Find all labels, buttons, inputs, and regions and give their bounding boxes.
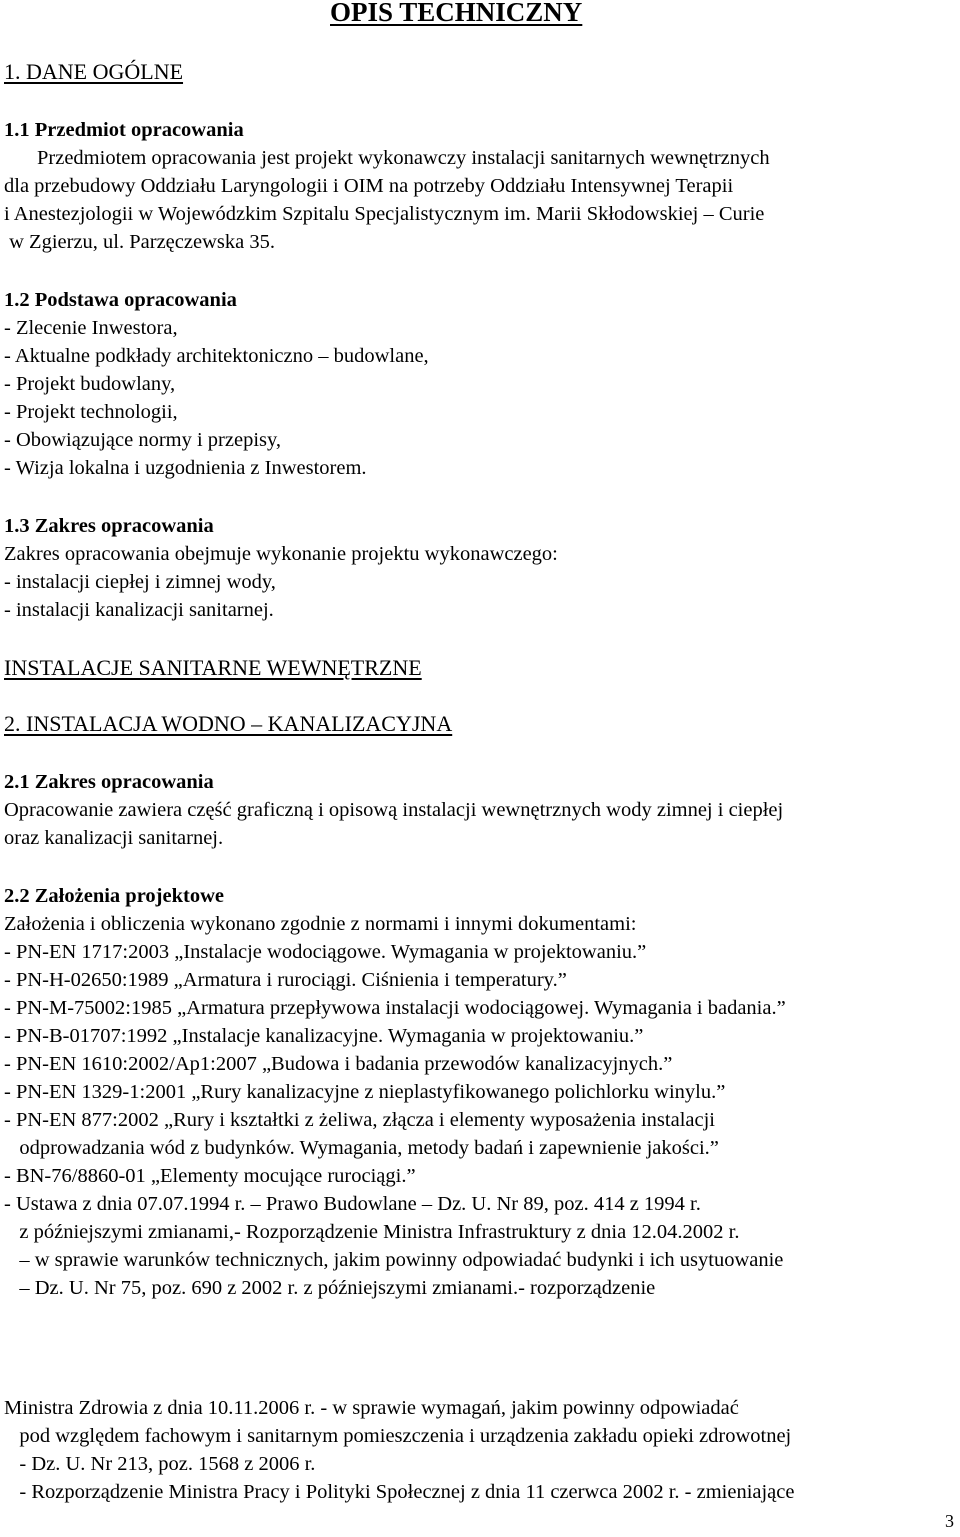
list-item: - PN-EN 1717:2003 „Instalacje wodociągowe. Wymagania w projektowaniu.” [4, 941, 647, 963]
list-item: - PN-EN 1610:2002/Ap1:2007 „Budowa i badania przewodów kanalizacyjnych.” [4, 1053, 673, 1075]
list-item: - Wizja lokalna i uzgodnienia z Inwestorem. [4, 457, 367, 479]
section-heading-2-2: 2.2 Założenia projektowe [4, 885, 224, 907]
list-item-continuation: odprowadzania wód z budynków. Wymagania, metody badań i zapewnienie jakości.” [4, 1137, 719, 1159]
list-item-continuation: – w sprawie warunków technicznych, jakim powinny odpowiadać budynki i ich usytuowanie [4, 1249, 784, 1271]
list-item: - instalacji kanalizacji sanitarnej. [4, 599, 274, 621]
page-number: 3 [945, 1511, 954, 1531]
section-heading-1-3: 1.3 Zakres opracowania [4, 515, 214, 537]
paragraph-line: oraz kanalizacji sanitarnej. [4, 827, 224, 849]
page-title: OPIS TECHNICZNY [330, 0, 583, 27]
section-2-2 [4, 882, 786, 1302]
section-2-1 [4, 768, 783, 852]
list-item: - Projekt technologii, [4, 401, 178, 423]
paragraph-line: - Rozporządzenie Ministra Pracy i Polityki Społecznej z dnia 11 czerwca 2002 r. - zmieniające [4, 1481, 795, 1503]
section-heading-1-2: 1.2 Podstawa opracowania [4, 289, 237, 311]
list-item: - BN-76/8860-01 „Elementy mocujące rurociągi.” [4, 1165, 416, 1187]
list-item: - PN-B-01707:1992 „Instalacje kanalizacyjne. Wymagania w projektowaniu.” [4, 1025, 644, 1047]
paragraph-line: Założenia i obliczenia wykonano zgodnie z normami i innymi dokumentami: [4, 913, 637, 935]
section-1-3 [4, 512, 558, 624]
list-item: - Projekt budowlany, [4, 373, 176, 395]
section-heading-1-1: 1.1 Przedmiot opracowania [4, 119, 244, 141]
paragraph-line: w Zgierzu, ul. Parzęczewska 35. [4, 231, 275, 253]
paragraph-line: Opracowanie zawiera część graficzną i opisową instalacji wewnętrznych wody zimnej i ciepłej [4, 799, 784, 821]
list-item-continuation: z późniejszymi zmianami,- Rozporządzenie Ministra Infrastruktury z dnia 12.04.2002 r. [4, 1221, 740, 1243]
list-item: - instalacji ciepłej i zimnej wody, [4, 571, 276, 593]
list-item: - PN-H-02650:1989 „Armatura i rurociągi. Ciśnienia i temperatury.” [4, 969, 567, 991]
paragraph-line: dla przebudowy Oddziału Laryngologii i OIM na potrzeby Oddziału Intensywnej Terapii [4, 175, 734, 197]
paragraph-line: i Anestezjologii w Wojewódzkim Szpitalu Specjalistycznym im. Marii Skłodowskiej – Curie [4, 203, 765, 225]
list-item: - Zlecenie Inwestora, [4, 317, 178, 339]
section-1-2 [4, 286, 429, 482]
section-heading-2: 2. INSTALACJA WODNO – KANALIZACYJNA [4, 711, 453, 736]
paragraph-line: - Dz. U. Nr 213, poz. 1568 z 2006 r. [4, 1453, 316, 1475]
section-heading-1: 1. DANE OGÓLNE [4, 59, 184, 84]
list-item: - Obowiązujące normy i przepisy, [4, 429, 282, 451]
list-item: - PN-M-75002:1985 „Armatura przepływowa instalacji wodociągowej. Wymagania i badania.” [4, 997, 786, 1019]
section-1-1 [4, 116, 922, 256]
list-item: - Ustawa z dnia 07.07.1994 r. – Prawo Budowlane – Dz. U. Nr 89, poz. 414 z 1994 r. [4, 1193, 701, 1215]
installations-heading: INSTALACJE SANITARNE WEWNĘTRZNE [4, 655, 422, 680]
section-heading-2-1: 2.1 Zakres opracowania [4, 771, 214, 793]
paragraph-line: Zakres opracowania obejmuje wykonanie projektu wykonawczego: [4, 543, 558, 565]
paragraph-line: pod względem fachowym i sanitarnym pomieszczenia i urządzenia zakładu opieki zdrowotnej [4, 1425, 792, 1447]
list-item-continuation: – Dz. U. Nr 75, poz. 690 z 2002 r. z późniejszymi zmianami.- rozporządzenie [4, 1277, 656, 1299]
paragraph-line: Przedmiotem opracowania jest projekt wykonawczy instalacji sanitarnych wewnętrznych [37, 147, 770, 169]
closing-block [4, 1394, 794, 1506]
list-item: - Aktualne podkłady architektoniczno – budowlane, [4, 345, 429, 367]
list-item: - PN-EN 1329-1:2001 „Rury kanalizacyjne z nieplastyfikowanego polichlorku winylu.” [4, 1081, 726, 1103]
list-item: - PN-EN 877:2002 „Rury i kształtki z żeliwa, złącza i elementy wyposażenia instalacji [4, 1109, 715, 1131]
paragraph-line: Ministra Zdrowia z dnia 10.11.2006 r. - w sprawie wymagań, jakim powinny odpowiadać [4, 1397, 739, 1419]
